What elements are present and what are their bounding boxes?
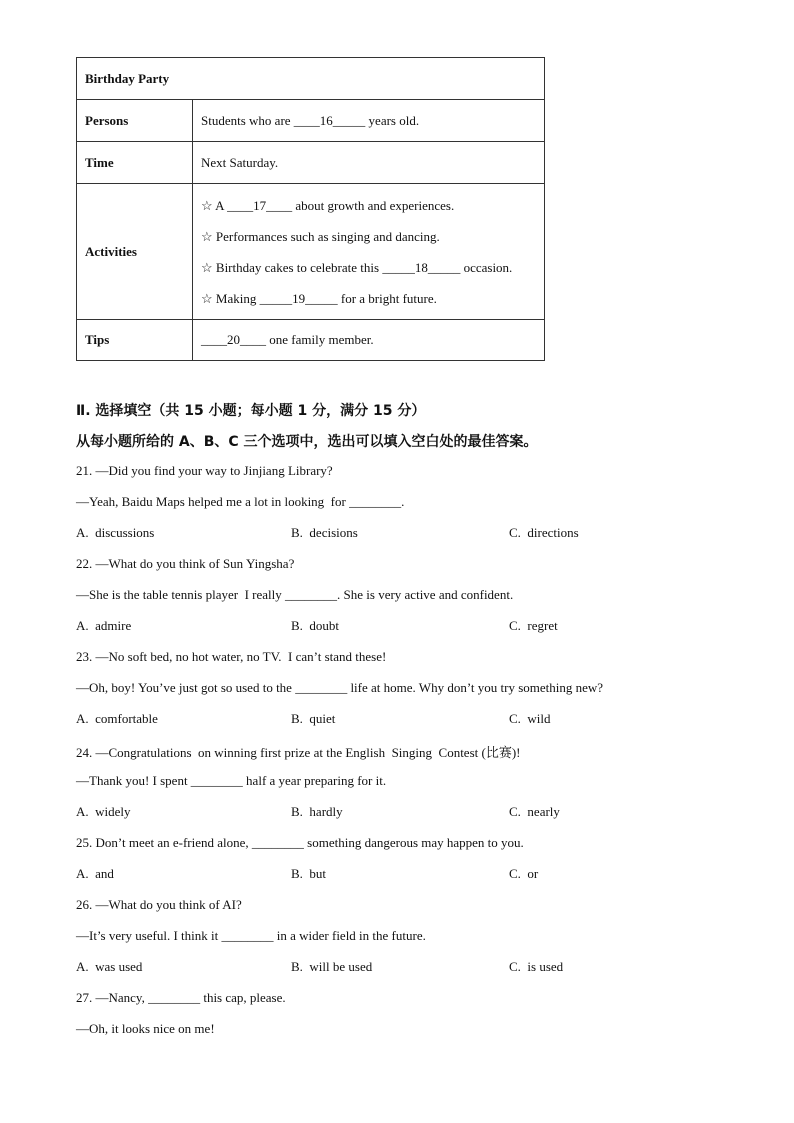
answer-option: C. is used	[509, 959, 564, 974]
persons-text-post: years old.	[365, 112, 420, 128]
question-stem: 23. —No soft bed, no hot water, no TV. I can’t stand these!	[76, 649, 387, 664]
time-value: Next Saturday.	[193, 142, 545, 184]
activities-label: Activities	[77, 184, 193, 320]
answer-option: C. directions	[509, 525, 579, 540]
table-row-time	[77, 142, 545, 184]
blank-16: ____16_____	[293, 112, 366, 128]
persons-label: Persons	[77, 100, 193, 142]
activities-list	[193, 184, 545, 320]
answer-option: A. widely	[76, 804, 131, 819]
activity-item: ☆ Performances such as singing and dancing.	[201, 228, 440, 244]
activity-item: ☆ Making _____19_____ for a bright future.	[201, 290, 437, 306]
answer-option: A. discussions	[76, 525, 155, 540]
table-row-activities	[77, 184, 545, 320]
answer-option: A. admire	[76, 618, 132, 633]
question-stem: 24. —Congratulations on winning first prize at the English Singing Contest (比赛)!	[76, 745, 521, 760]
question-stem: 22. —What do you think of Sun Yingsha?	[76, 556, 295, 571]
question-stem: 21. —Did you find your way to Jinjiang Library?	[76, 463, 333, 478]
question-stem: 26. —What do you think of AI?	[76, 897, 242, 912]
question-line: —Thank you! I spent ________ half a year preparing for it.	[76, 773, 387, 788]
answer-option: B. will be used	[291, 959, 373, 974]
table-title: Birthday Party	[77, 58, 545, 100]
birthday-party-table	[76, 57, 545, 361]
answer-option: C. regret	[509, 618, 558, 633]
activity-item: ☆ A ____17____ about growth and experiences.	[201, 197, 455, 213]
tips-value: ____20____ one family member.	[193, 320, 545, 361]
answer-option: A. was used	[76, 959, 143, 974]
answer-option: B. hardly	[291, 804, 343, 819]
persons-value	[193, 100, 545, 142]
question-line: —It’s very useful. I think it ________ in a wider field in the future.	[76, 928, 426, 943]
answer-option: C. or	[509, 866, 539, 881]
answer-option: A. and	[76, 866, 114, 881]
question-stem: 25. Don’t meet an e-friend alone, ________ something dangerous may happen to you.	[76, 835, 524, 850]
question-stem: 27. —Nancy, ________ this cap, please.	[76, 990, 286, 1005]
question-line: —Yeah, Baidu Maps helped me a lot in looking for ________.	[76, 494, 405, 509]
section-heading: Ⅱ. 选择填空（共 15 小题；每小题 1 分，满分 15 分）	[76, 403, 426, 419]
answer-option: B. doubt	[291, 618, 340, 633]
section-instruction: 从每小题所给的 A、B、C 三个选项中，选出可以填入空白处的最佳答案。	[76, 434, 538, 450]
activity-item: ☆ Birthday cakes to celebrate this _____18_____ occasion.	[201, 259, 513, 275]
blank-18: _____18_____	[382, 259, 461, 275]
answer-option: C. nearly	[509, 804, 560, 819]
table-row-persons	[77, 100, 545, 142]
question-line: —Oh, it looks nice on me!	[76, 1021, 215, 1036]
tips-label: Tips	[77, 320, 193, 361]
answer-option: B. but	[291, 866, 327, 881]
answer-option: C. wild	[509, 711, 551, 726]
answer-option: B. decisions	[291, 525, 358, 540]
answer-option: B. quiet	[291, 711, 336, 726]
time-label: Time	[77, 142, 193, 184]
persons-text-pre: Students who are	[201, 112, 294, 128]
blank-17: ____17____	[227, 197, 293, 213]
blank-20: ____20____	[201, 332, 266, 347]
blank-19: _____19_____	[259, 290, 338, 306]
question-line: —She is the table tennis player I really ________. She is very active and confident.	[76, 587, 514, 602]
table-row-tips	[77, 320, 545, 361]
answer-option: A. comfortable	[76, 711, 158, 726]
question-line: —Oh, boy! You’ve just got so used to the ________ life at home. Why don’t you try something new?	[76, 680, 604, 695]
